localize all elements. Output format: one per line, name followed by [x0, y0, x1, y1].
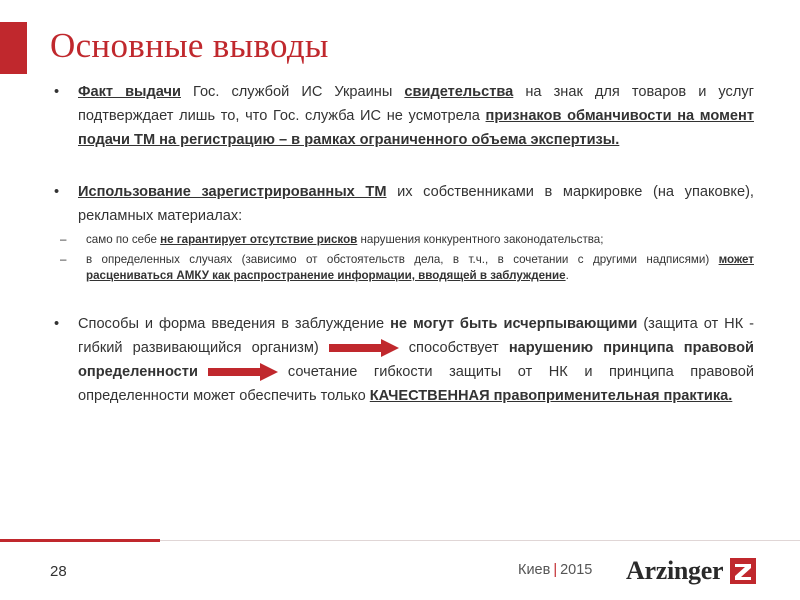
footer-divider-accent: [0, 539, 160, 542]
footer-location: [518, 562, 592, 578]
bullet-3-text: Способы и форма введения в заблуждение: [78, 316, 391, 332]
right-arrow-icon: [329, 339, 399, 357]
page-number: 28: [50, 563, 67, 580]
title-accent-bar: [0, 22, 27, 74]
bullet-3-text-4: сочетание гибкости защиты от НК и принципа правовой определенности может обеспечить только: [78, 364, 754, 404]
bullet-3-text-3: способствует: [408, 340, 509, 356]
sub-1-text-2: нарушения конкурентного законодательства;: [357, 233, 604, 246]
bullet-item-3: [52, 312, 754, 408]
footer-city: Киев: [518, 562, 551, 578]
bullet-2-usage: Использование зарегистрированных ТМ: [78, 184, 387, 200]
sub-item-1: [52, 232, 754, 248]
bullet-1-signs: признаков обманчивости на момент подачи ТМ на регистрацию – в рамках ограниченного объема экспертизы.: [78, 108, 754, 148]
page-title: Основные выводы: [50, 26, 329, 65]
footer-year: 2015: [560, 562, 593, 578]
bullet-3-emphasis: не могут быть исчерпывающими: [390, 316, 638, 332]
bullet-1-text: Гос. службой ИС Украины: [180, 84, 405, 100]
footer-separator: |: [553, 562, 558, 578]
bullet-item-2: [52, 180, 754, 228]
sub-2-emphasis: может расцениваться АМКУ как распространение информации, вводящей в заблуждение: [86, 253, 754, 282]
bullet-1-certificate: свидетельства: [404, 84, 514, 100]
sub-1-emphasis: не гарантирует отсутствие рисков: [160, 233, 358, 246]
sub-1-text: само по себе: [86, 233, 161, 246]
bullet-1-text-2: на знак для товаров и услуг подтверждает лишь то, что Гос. служба ИС не усмотрела: [78, 84, 754, 124]
bullet-3-emphasis-2: нарушению принципа правовой определенности: [78, 340, 754, 380]
sub-2-period: .: [565, 269, 569, 282]
logo-mark-icon: [729, 557, 757, 585]
bullet-1-fact: Факт выдачи: [78, 84, 181, 100]
logo-text: Arzinger: [626, 556, 724, 585]
sub-2-text: в определенных случаях (зависимо от обстоятельств дела, в т.ч., в сочетании с другими надписями): [86, 253, 719, 266]
sub-item-2: [52, 252, 754, 284]
company-logo: [626, 554, 757, 588]
right-arrow-icon: [208, 363, 278, 381]
bullet-3-emphasis-3: КАЧЕСТВЕННАЯ правоприменительная практика.: [369, 388, 733, 404]
bullet-2-text: их собственниками в маркировке (на упаковке), рекламных материалах:: [78, 184, 754, 224]
bullet-3-text-2: (защита от НК - гибкий развивающийся организм): [78, 316, 755, 356]
footer-divider: [160, 540, 800, 541]
bullet-item-1: [52, 80, 754, 152]
slide-content: [52, 80, 754, 408]
